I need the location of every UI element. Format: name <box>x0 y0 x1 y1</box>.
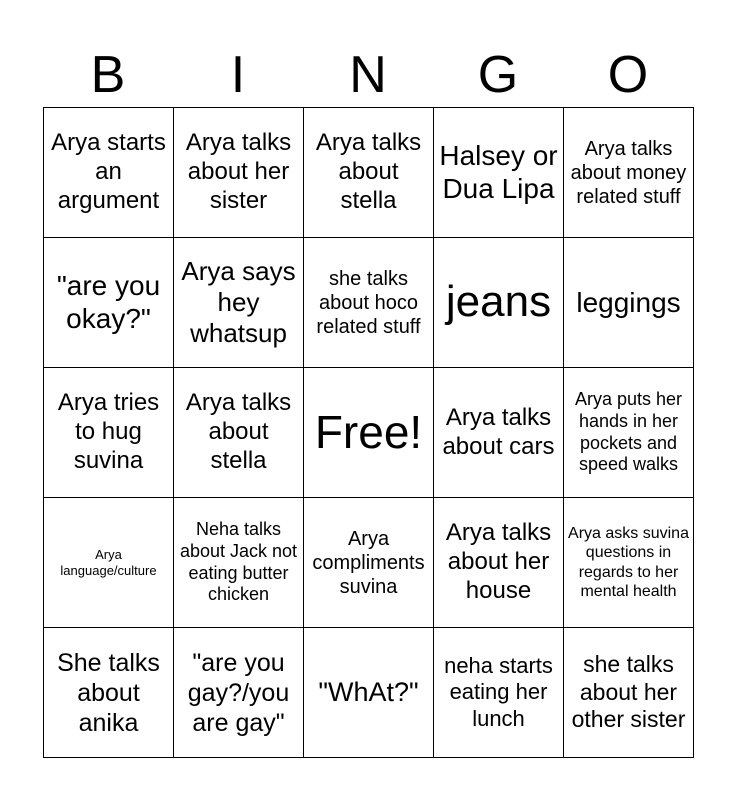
bingo-cell[interactable] <box>564 628 694 758</box>
bingo-cell[interactable] <box>434 108 564 238</box>
bingo-cell[interactable] <box>174 238 304 368</box>
header-letter-g: G <box>477 46 519 104</box>
cell-text: she talks about her other sister <box>571 651 686 733</box>
cell-text: Arya talks about stella <box>315 129 422 214</box>
cell-text: "are you gay?/you are gay" <box>187 648 290 737</box>
cell-text: Arya asks suvina questions in regards to her mental health <box>568 525 689 600</box>
bingo-cell[interactable] <box>564 498 694 628</box>
header-letter-i: I <box>230 46 246 104</box>
bingo-cell[interactable] <box>304 238 434 368</box>
bingo-cell[interactable] <box>434 498 564 628</box>
cell-text: Arya talks about cars <box>442 403 555 460</box>
cell-text: neha starts eating her lunch <box>444 652 553 731</box>
header-letter-b: B <box>90 46 126 104</box>
cell-text: leggings <box>576 286 681 318</box>
bingo-cell[interactable] <box>44 108 174 238</box>
bingo-cell[interactable] <box>44 628 174 758</box>
bingo-cell[interactable] <box>44 498 174 628</box>
bingo-cell[interactable] <box>434 238 564 368</box>
bingo-cell[interactable] <box>174 498 304 628</box>
cell-text: Arya talks about money related stuff <box>570 137 687 208</box>
bingo-cell[interactable] <box>304 628 434 758</box>
cell-text: Arya compliments suvina <box>312 527 425 598</box>
free-space-label: Free! <box>314 405 423 458</box>
bingo-cell[interactable] <box>174 108 304 238</box>
bingo-cell[interactable] <box>564 238 694 368</box>
bingo-header <box>43 44 693 106</box>
bingo-cell[interactable] <box>174 628 304 758</box>
bingo-cell[interactable] <box>44 238 174 368</box>
header-letter-o: O <box>607 46 649 104</box>
bingo-board <box>43 107 694 758</box>
cell-text: She talks about anika <box>57 648 160 737</box>
cell-text: Arya tries to hug suvina <box>57 389 160 474</box>
bingo-cell[interactable] <box>304 108 434 238</box>
cell-text: she talks about hoco related stuff <box>316 267 421 338</box>
bingo-cell[interactable] <box>44 368 174 498</box>
bingo-cell[interactable] <box>564 368 694 498</box>
cell-text: Neha talks about Jack not eating butter chicken <box>179 519 298 605</box>
cell-text: Halsey or Dua Lipa <box>439 140 558 204</box>
cell-text: Arya talks about stella <box>185 389 292 474</box>
bingo-cell[interactable] <box>564 108 694 238</box>
bingo-cell[interactable] <box>174 368 304 498</box>
cell-text: "are you okay?" <box>56 270 161 334</box>
cell-text: Arya puts her hands in her pockets and speed walks <box>574 389 683 475</box>
cell-text: jeans <box>445 277 552 327</box>
bingo-cell[interactable] <box>304 498 434 628</box>
header-letter-n: N <box>349 46 387 104</box>
bingo-cell[interactable] <box>434 628 564 758</box>
cell-text: Arya says hey whatsup <box>181 255 296 349</box>
free-space-cell[interactable] <box>304 368 434 498</box>
cell-text: Arya language/culture <box>60 546 157 578</box>
cell-text: Arya talks about her sister <box>185 129 292 214</box>
cell-text: Arya talks about her house <box>445 519 552 604</box>
bingo-cell[interactable] <box>434 368 564 498</box>
cell-text: "WhAt?" <box>318 677 419 708</box>
cell-text: Arya starts an argument <box>51 129 166 214</box>
